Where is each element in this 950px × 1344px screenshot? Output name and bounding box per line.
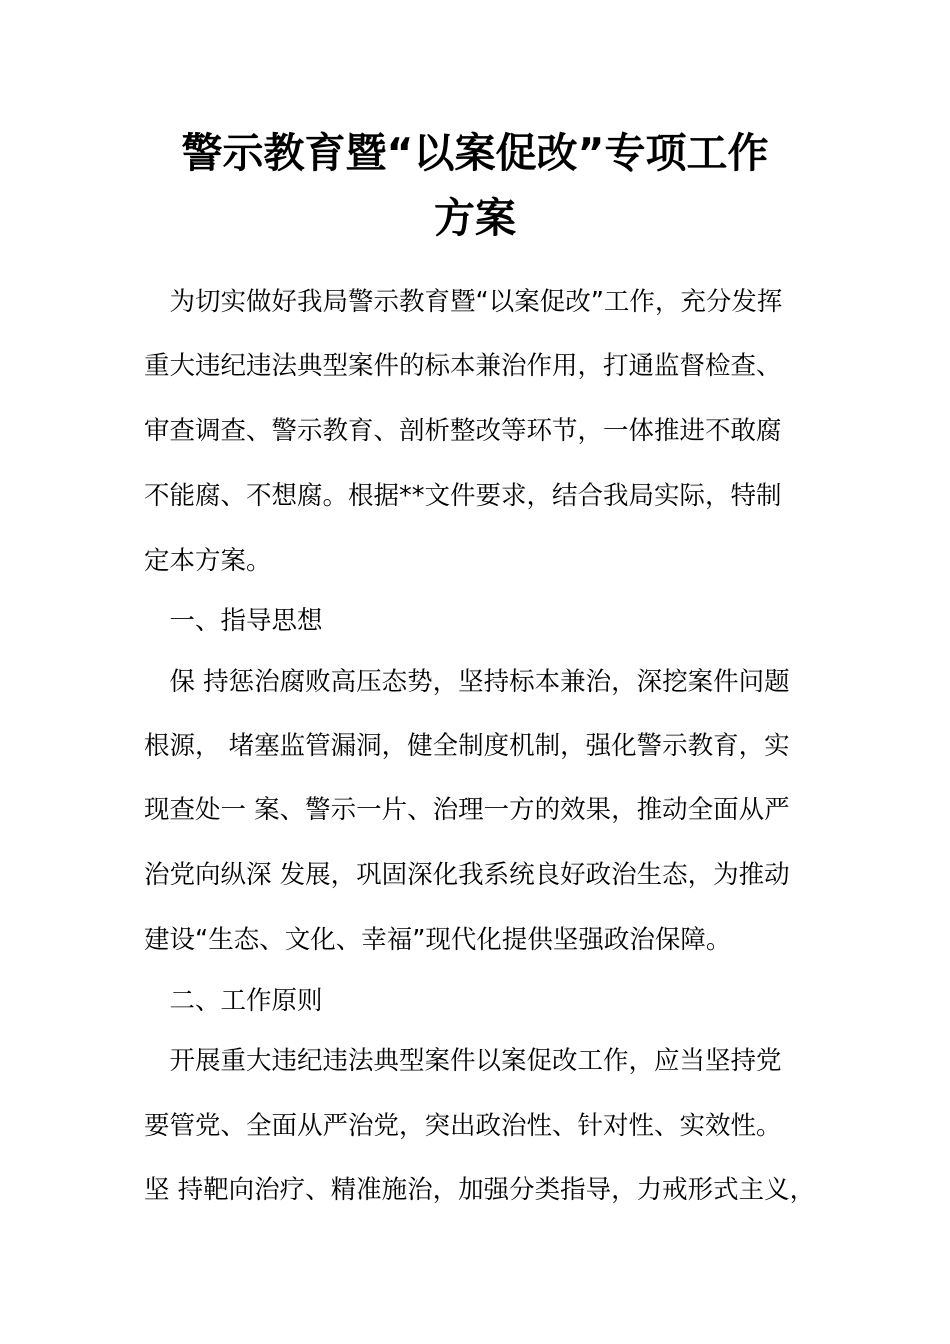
body-line: 重大违纪违法典型案件的标本兼治作用，打通监督检查、 [144, 351, 782, 381]
body-line: 审查调查、警示教育、剖析整改等环节，一体推进不敢腐 [144, 416, 782, 446]
section-heading: 二、工作原则 [144, 986, 323, 1016]
body-line: 建设“生态、文化、幸福”现代化提供坚强政治保障。 [144, 925, 732, 955]
body-line: 坚 持靶向治疗、精准施治，加强分类指导，力戒形式主义， [144, 1175, 816, 1205]
body-line: 定本方案。 [144, 546, 272, 576]
body-line: 要管党、全面从严治党，突出政治性、针对性、实效性。 [144, 1111, 782, 1141]
document-title-line-2: 方案 [434, 194, 516, 242]
body-line: 根源， 堵塞监管漏洞，健全制度机制，强化警示教育，实 [144, 731, 790, 761]
body-line: 保 持惩治腐败高压态势，坚持标本兼治，深挖案件问题 [144, 667, 790, 697]
body-line: 治党向纵深 发展，巩固深化我系统良好政治生态，为推动 [144, 860, 790, 890]
document-title-line-1: 警示教育暨“以案促改”专项工作 [181, 129, 769, 177]
body-line: 开展重大违纪违法典型案件以案促改工作，应当坚持党 [144, 1046, 782, 1076]
body-line: 现查处一 案、警示一片、治理一方的效果，推动全面从严 [144, 795, 790, 825]
body-line: 不能腐、不想腐。根据**文件要求，结合我局实际，特制 [144, 481, 782, 511]
body-line: 为切实做好我局警示教育暨“以案促改”工作，充分发挥 [144, 287, 783, 317]
section-heading: 一、指导思想 [144, 606, 323, 636]
